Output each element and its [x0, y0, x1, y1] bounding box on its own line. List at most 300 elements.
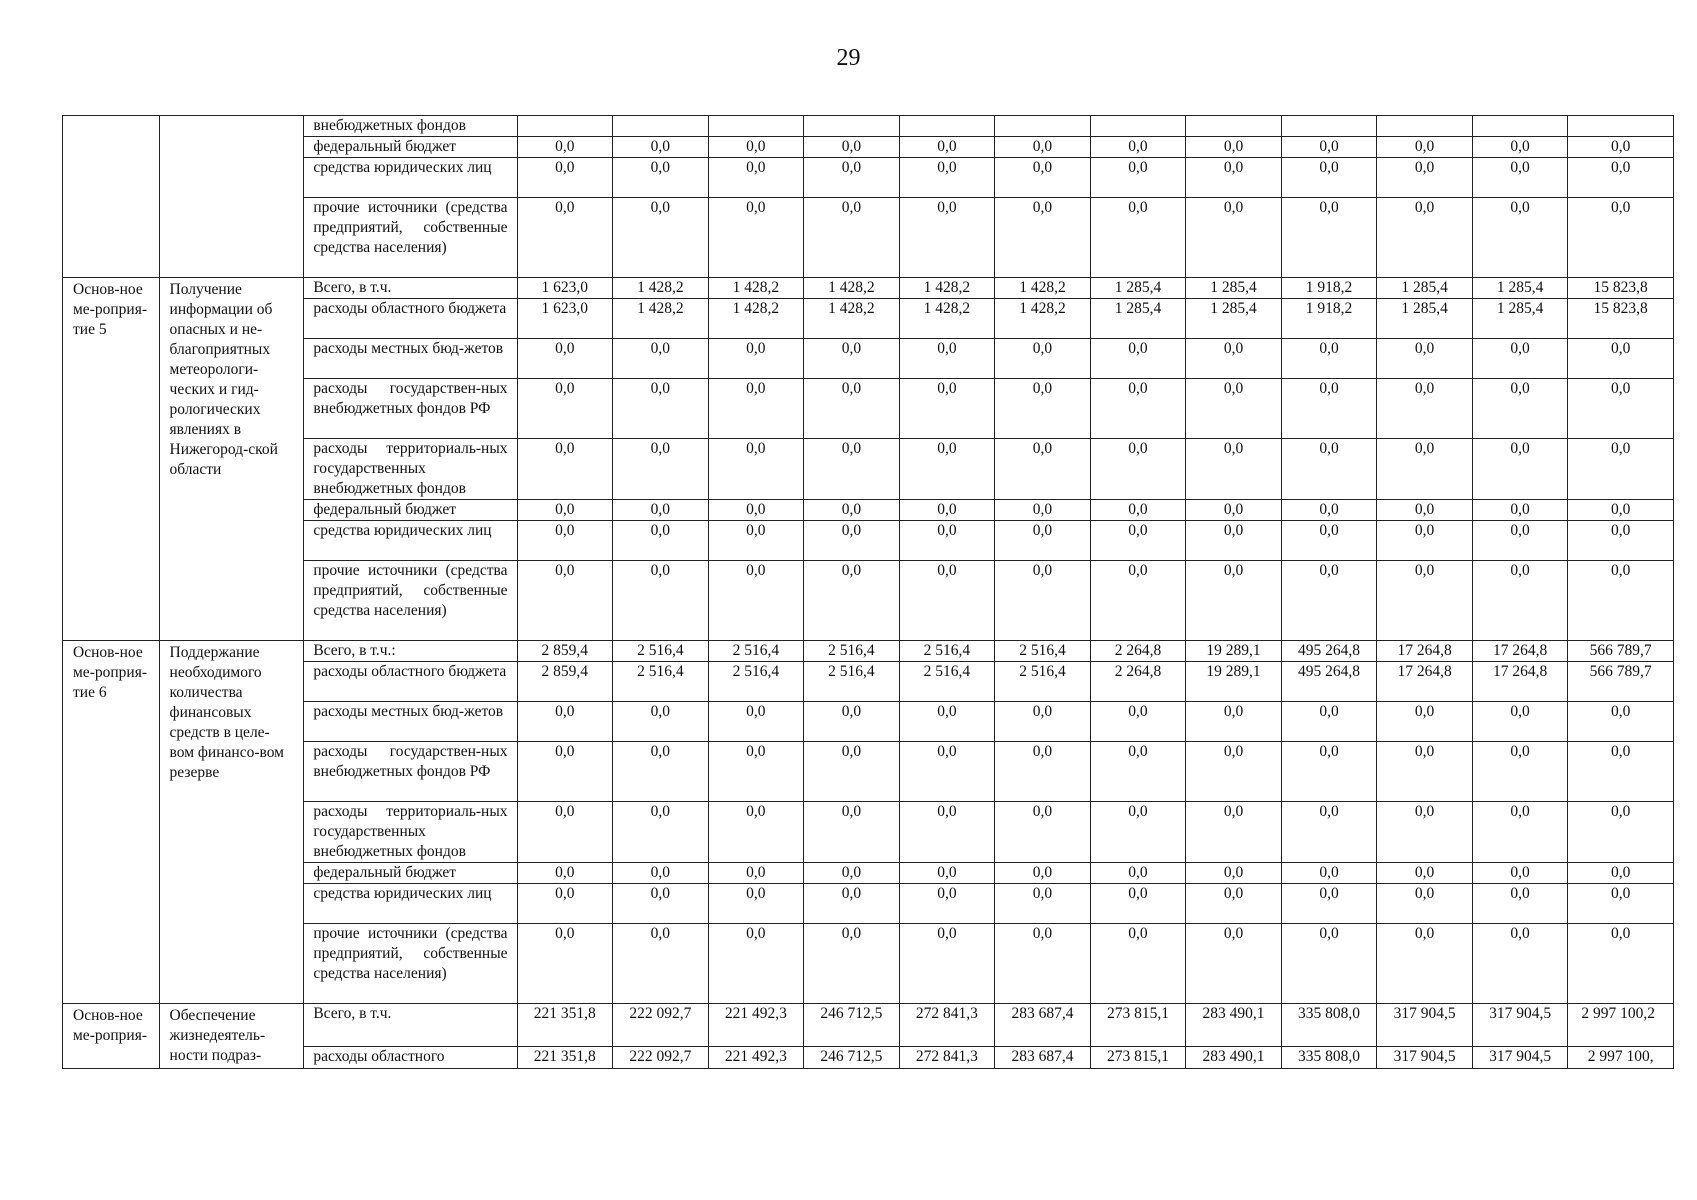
value-cell: 0,0: [1377, 500, 1473, 521]
value-cell: 0,0: [1377, 884, 1473, 924]
value-cell: 0,0: [1090, 884, 1186, 924]
funding-source-cell: расходы государствен-ных внебюджетных фондов РФ: [304, 742, 517, 802]
value-cell: 0,0: [1472, 339, 1568, 379]
value-cell: 0,0: [613, 198, 709, 278]
value-cell: 0,0: [899, 339, 995, 379]
value-cell: 0,0: [1568, 379, 1674, 439]
value-cell: 0,0: [1568, 884, 1674, 924]
funding-source-cell: федеральный бюджет: [304, 137, 517, 158]
value-cell: 317 904,5: [1472, 1046, 1568, 1068]
value-cell: 0,0: [708, 158, 804, 198]
value-cell: 1 428,2: [613, 278, 709, 299]
value-cell: 0,0: [995, 702, 1091, 742]
value-cell: 273 815,1: [1090, 1004, 1186, 1047]
value-cell: 0,0: [1186, 339, 1282, 379]
value-cell: 0,0: [708, 863, 804, 884]
value-cell: [1186, 116, 1282, 137]
value-cell: 0,0: [995, 924, 1091, 1004]
value-cell: 0,0: [899, 742, 995, 802]
value-cell: 495 264,8: [1281, 641, 1377, 662]
value-cell: 0,0: [1281, 924, 1377, 1004]
table-row: [63, 924, 1674, 1004]
value-cell: 0,0: [517, 521, 613, 561]
value-cell: 1 428,2: [899, 278, 995, 299]
value-cell: 221 351,8: [517, 1046, 613, 1068]
value-cell: 0,0: [1186, 924, 1282, 1004]
value-cell: 0,0: [1186, 521, 1282, 561]
table-row: [63, 116, 1674, 137]
table-row: [63, 158, 1674, 198]
value-cell: 0,0: [1472, 439, 1568, 500]
value-cell: 17 264,8: [1377, 641, 1473, 662]
value-cell: 495 264,8: [1281, 662, 1377, 702]
funding-source-cell: расходы территориаль-ных государственных внебюджетных фондов: [304, 439, 517, 500]
value-cell: 0,0: [517, 500, 613, 521]
value-cell: 19 289,1: [1186, 662, 1282, 702]
value-cell: 0,0: [1472, 500, 1568, 521]
value-cell: 0,0: [1472, 863, 1568, 884]
value-cell: 1 285,4: [1186, 278, 1282, 299]
value-cell: 1 428,2: [708, 278, 804, 299]
value-cell: 0,0: [613, 884, 709, 924]
value-cell: 0,0: [1186, 158, 1282, 198]
value-cell: 0,0: [995, 439, 1091, 500]
value-cell: 0,0: [1568, 500, 1674, 521]
value-cell: 0,0: [517, 439, 613, 500]
funding-source-cell: Всего, в т.ч.: [304, 278, 517, 299]
table-row: [63, 561, 1674, 641]
value-cell: 283 490,1: [1186, 1004, 1282, 1047]
value-cell: [995, 116, 1091, 137]
value-cell: 317 904,5: [1472, 1004, 1568, 1047]
activity-name-cell: Поддержание необходимого количества финансовых средств в целе-вом финансо-вом резерве: [159, 641, 304, 1004]
funding-source-cell: средства юридических лиц: [304, 158, 517, 198]
value-cell: 0,0: [1186, 198, 1282, 278]
value-cell: 0,0: [1186, 802, 1282, 863]
value-cell: 0,0: [1186, 137, 1282, 158]
value-cell: 0,0: [708, 924, 804, 1004]
value-cell: 0,0: [1568, 339, 1674, 379]
value-cell: 0,0: [613, 702, 709, 742]
value-cell: 0,0: [804, 561, 900, 641]
value-cell: 0,0: [899, 521, 995, 561]
value-cell: 0,0: [1186, 702, 1282, 742]
value-cell: [1281, 116, 1377, 137]
table-row: [63, 742, 1674, 802]
value-cell: 0,0: [804, 137, 900, 158]
page-number: 29: [836, 45, 861, 71]
value-cell: 0,0: [708, 500, 804, 521]
value-cell: 0,0: [708, 702, 804, 742]
value-cell: 0,0: [517, 158, 613, 198]
value-cell: 2 997 100,2: [1568, 1004, 1674, 1047]
value-cell: 0,0: [995, 137, 1091, 158]
value-cell: 317 904,5: [1377, 1046, 1473, 1068]
value-cell: 221 492,3: [708, 1046, 804, 1068]
activity-cell: Основ-ное ме-роприя-тие 6: [63, 641, 160, 1004]
value-cell: 0,0: [1281, 742, 1377, 802]
value-cell: 17 264,8: [1472, 662, 1568, 702]
value-cell: 0,0: [804, 742, 900, 802]
value-cell: 1 623,0: [517, 299, 613, 339]
value-cell: 0,0: [517, 884, 613, 924]
value-cell: 0,0: [1472, 521, 1568, 561]
value-cell: 0,0: [517, 137, 613, 158]
value-cell: 222 092,7: [613, 1046, 709, 1068]
value-cell: 0,0: [613, 742, 709, 802]
funding-source-cell: расходы территориаль-ных государственных внебюджетных фондов: [304, 802, 517, 863]
table-row: [63, 299, 1674, 339]
value-cell: 0,0: [804, 863, 900, 884]
value-cell: 1 428,2: [899, 299, 995, 339]
value-cell: 0,0: [1281, 521, 1377, 561]
value-cell: 0,0: [1472, 198, 1568, 278]
value-cell: 1 428,2: [613, 299, 709, 339]
value-cell: [1568, 116, 1674, 137]
value-cell: 317 904,5: [1377, 1004, 1473, 1047]
value-cell: 0,0: [1377, 863, 1473, 884]
table-row: [63, 521, 1674, 561]
value-cell: 0,0: [1377, 521, 1473, 561]
value-cell: 0,0: [1568, 863, 1674, 884]
value-cell: [1377, 116, 1473, 137]
value-cell: 0,0: [1090, 742, 1186, 802]
table-row: [63, 339, 1674, 379]
value-cell: [708, 116, 804, 137]
value-cell: 2 516,4: [708, 662, 804, 702]
value-cell: 2 516,4: [995, 662, 1091, 702]
value-cell: 0,0: [1377, 561, 1473, 641]
value-cell: 0,0: [1377, 137, 1473, 158]
table-row: [63, 1046, 1674, 1068]
value-cell: 0,0: [1090, 339, 1186, 379]
value-cell: 0,0: [995, 802, 1091, 863]
value-cell: 1 428,2: [708, 299, 804, 339]
value-cell: 0,0: [708, 137, 804, 158]
value-cell: 0,0: [1377, 379, 1473, 439]
value-cell: 0,0: [1090, 137, 1186, 158]
value-cell: 0,0: [804, 439, 900, 500]
value-cell: 0,0: [1377, 742, 1473, 802]
value-cell: 335 808,0: [1281, 1046, 1377, 1068]
value-cell: 0,0: [804, 379, 900, 439]
value-cell: 0,0: [899, 924, 995, 1004]
value-cell: 0,0: [708, 379, 804, 439]
value-cell: 2 516,4: [708, 641, 804, 662]
value-cell: 2 516,4: [995, 641, 1091, 662]
value-cell: 0,0: [804, 500, 900, 521]
value-cell: 0,0: [1568, 198, 1674, 278]
value-cell: 2 516,4: [613, 641, 709, 662]
activity-name-cell: [159, 116, 304, 278]
activity-cell: Основ-ное ме-роприя-: [63, 1004, 160, 1069]
funding-source-cell: федеральный бюджет: [304, 500, 517, 521]
value-cell: 0,0: [1377, 439, 1473, 500]
value-cell: 1 428,2: [995, 278, 1091, 299]
value-cell: 0,0: [708, 561, 804, 641]
funding-source-cell: прочие источники (средства предприятий, собственные средства населения): [304, 561, 517, 641]
value-cell: 1 918,2: [1281, 299, 1377, 339]
value-cell: 0,0: [613, 158, 709, 198]
value-cell: 0,0: [708, 339, 804, 379]
value-cell: 0,0: [517, 561, 613, 641]
value-cell: 15 823,8: [1568, 299, 1674, 339]
value-cell: 0,0: [708, 439, 804, 500]
value-cell: 2 859,4: [517, 662, 613, 702]
value-cell: 0,0: [804, 339, 900, 379]
funding-source-cell: средства юридических лиц: [304, 521, 517, 561]
value-cell: 15 823,8: [1568, 278, 1674, 299]
value-cell: 0,0: [899, 158, 995, 198]
value-cell: 0,0: [613, 924, 709, 1004]
value-cell: 1 623,0: [517, 278, 613, 299]
value-cell: 0,0: [804, 158, 900, 198]
value-cell: 0,0: [1377, 802, 1473, 863]
value-cell: 0,0: [1568, 802, 1674, 863]
value-cell: 2 516,4: [613, 662, 709, 702]
value-cell: 0,0: [1186, 884, 1282, 924]
funding-source-cell: расходы областного бюджета: [304, 662, 517, 702]
value-cell: 0,0: [1281, 439, 1377, 500]
value-cell: 0,0: [804, 884, 900, 924]
value-cell: 0,0: [517, 924, 613, 1004]
value-cell: 0,0: [613, 561, 709, 641]
value-cell: 0,0: [995, 561, 1091, 641]
table-row: [63, 662, 1674, 702]
funding-source-cell: расходы местных бюд-жетов: [304, 339, 517, 379]
funding-source-cell: Всего, в т.ч.: [304, 1004, 517, 1047]
value-cell: 566 789,7: [1568, 641, 1674, 662]
value-cell: 0,0: [1090, 802, 1186, 863]
value-cell: [1090, 116, 1186, 137]
value-cell: 246 712,5: [804, 1046, 900, 1068]
value-cell: 0,0: [1186, 561, 1282, 641]
value-cell: 2 516,4: [804, 662, 900, 702]
value-cell: [613, 116, 709, 137]
table-row: [63, 500, 1674, 521]
value-cell: 1 285,4: [1377, 278, 1473, 299]
value-cell: 0,0: [1377, 158, 1473, 198]
value-cell: 272 841,3: [899, 1046, 995, 1068]
value-cell: 2 859,4: [517, 641, 613, 662]
value-cell: 1 285,4: [1090, 278, 1186, 299]
value-cell: 0,0: [1090, 863, 1186, 884]
value-cell: 0,0: [1281, 339, 1377, 379]
value-cell: 0,0: [804, 802, 900, 863]
value-cell: 2 516,4: [899, 641, 995, 662]
value-cell: 0,0: [1472, 742, 1568, 802]
value-cell: 19 289,1: [1186, 641, 1282, 662]
activity-name-cell: Получение информации об опасных и не-благоприятных метеорологи-ческих и гид-рологических явлениях в Нижегород-ской области: [159, 278, 304, 641]
value-cell: 0,0: [1568, 742, 1674, 802]
value-cell: 0,0: [1472, 561, 1568, 641]
value-cell: 0,0: [1090, 198, 1186, 278]
value-cell: 0,0: [995, 521, 1091, 561]
value-cell: 0,0: [995, 500, 1091, 521]
value-cell: 0,0: [1281, 158, 1377, 198]
value-cell: 0,0: [1281, 561, 1377, 641]
value-cell: 2 264,8: [1090, 662, 1186, 702]
value-cell: 0,0: [804, 521, 900, 561]
value-cell: 0,0: [1568, 561, 1674, 641]
value-cell: 1 285,4: [1186, 299, 1282, 339]
value-cell: 0,0: [1090, 702, 1186, 742]
table-row: [63, 278, 1674, 299]
value-cell: 0,0: [1186, 439, 1282, 500]
funding-source-cell: Всего, в т.ч.:: [304, 641, 517, 662]
value-cell: 0,0: [995, 863, 1091, 884]
value-cell: 0,0: [899, 702, 995, 742]
value-cell: 0,0: [1568, 158, 1674, 198]
table-row: [63, 379, 1674, 439]
funding-source-cell: расходы областного бюджета: [304, 299, 517, 339]
value-cell: 0,0: [899, 863, 995, 884]
value-cell: 0,0: [995, 379, 1091, 439]
funding-source-cell: федеральный бюджет: [304, 863, 517, 884]
table-row: [63, 863, 1674, 884]
value-cell: 0,0: [995, 884, 1091, 924]
value-cell: 0,0: [804, 702, 900, 742]
value-cell: 0,0: [1281, 702, 1377, 742]
value-cell: 0,0: [517, 379, 613, 439]
value-cell: 0,0: [1186, 500, 1282, 521]
value-cell: 0,0: [1472, 802, 1568, 863]
value-cell: 0,0: [1090, 561, 1186, 641]
value-cell: 1 428,2: [995, 299, 1091, 339]
value-cell: 0,0: [995, 742, 1091, 802]
value-cell: 0,0: [1090, 500, 1186, 521]
value-cell: 0,0: [1377, 198, 1473, 278]
value-cell: 0,0: [613, 379, 709, 439]
value-cell: 0,0: [995, 158, 1091, 198]
value-cell: 0,0: [804, 198, 900, 278]
value-cell: 273 815,1: [1090, 1046, 1186, 1068]
value-cell: 0,0: [517, 742, 613, 802]
value-cell: 0,0: [1281, 379, 1377, 439]
budget-table: [62, 115, 1674, 1069]
value-cell: 0,0: [995, 339, 1091, 379]
activity-cell: [63, 116, 160, 278]
value-cell: 0,0: [899, 439, 995, 500]
value-cell: 0,0: [1090, 924, 1186, 1004]
value-cell: 0,0: [1472, 379, 1568, 439]
value-cell: 0,0: [613, 137, 709, 158]
value-cell: 2 516,4: [804, 641, 900, 662]
value-cell: 0,0: [1568, 924, 1674, 1004]
value-cell: 0,0: [613, 339, 709, 379]
value-cell: 1 285,4: [1472, 278, 1568, 299]
value-cell: 0,0: [613, 521, 709, 561]
table-row: [63, 802, 1674, 863]
activity-cell: Основ-ное ме-роприя-тие 5: [63, 278, 160, 641]
funding-source-cell: расходы государствен-ных внебюджетных фондов РФ: [304, 379, 517, 439]
value-cell: 0,0: [1281, 802, 1377, 863]
value-cell: 0,0: [708, 884, 804, 924]
value-cell: 0,0: [1186, 379, 1282, 439]
table-body: [63, 116, 1674, 1069]
value-cell: 0,0: [708, 198, 804, 278]
value-cell: 246 712,5: [804, 1004, 900, 1047]
value-cell: [1472, 116, 1568, 137]
value-cell: 0,0: [899, 802, 995, 863]
value-cell: 0,0: [1568, 702, 1674, 742]
funding-source-cell: прочие источники (средства предприятий, собственные средства населения): [304, 198, 517, 278]
funding-source-cell: расходы областного: [304, 1046, 517, 1068]
table-row: [63, 1004, 1674, 1047]
value-cell: 272 841,3: [899, 1004, 995, 1047]
value-cell: 1 918,2: [1281, 278, 1377, 299]
value-cell: 283 490,1: [1186, 1046, 1282, 1068]
value-cell: 221 492,3: [708, 1004, 804, 1047]
table-row: [63, 137, 1674, 158]
value-cell: 0,0: [899, 561, 995, 641]
value-cell: 0,0: [899, 500, 995, 521]
table-row: [63, 198, 1674, 278]
value-cell: [899, 116, 995, 137]
value-cell: 0,0: [708, 802, 804, 863]
value-cell: 0,0: [613, 439, 709, 500]
value-cell: [517, 116, 613, 137]
value-cell: 0,0: [804, 924, 900, 1004]
activity-name-cell: Обеспечение жизнедеятель-ности подраз-: [159, 1004, 304, 1069]
value-cell: 0,0: [1186, 742, 1282, 802]
value-cell: 1 285,4: [1377, 299, 1473, 339]
value-cell: 0,0: [1472, 702, 1568, 742]
value-cell: 0,0: [1568, 521, 1674, 561]
value-cell: 221 351,8: [517, 1004, 613, 1047]
value-cell: 0,0: [1090, 379, 1186, 439]
value-cell: [804, 116, 900, 137]
value-cell: 2 997 100,: [1568, 1046, 1674, 1068]
value-cell: 0,0: [517, 198, 613, 278]
value-cell: 0,0: [995, 198, 1091, 278]
value-cell: 2 516,4: [899, 662, 995, 702]
value-cell: 0,0: [1090, 439, 1186, 500]
value-cell: 17 264,8: [1377, 662, 1473, 702]
value-cell: 1 428,2: [804, 299, 900, 339]
value-cell: 0,0: [1281, 137, 1377, 158]
value-cell: 0,0: [1377, 339, 1473, 379]
funding-source-cell: внебюджетных фондов: [304, 116, 517, 137]
value-cell: 283 687,4: [995, 1046, 1091, 1068]
funding-source-cell: средства юридических лиц: [304, 884, 517, 924]
value-cell: 1 428,2: [804, 278, 900, 299]
value-cell: 0,0: [613, 500, 709, 521]
value-cell: 17 264,8: [1472, 641, 1568, 662]
value-cell: 0,0: [517, 863, 613, 884]
value-cell: 0,0: [613, 802, 709, 863]
value-cell: 0,0: [1472, 924, 1568, 1004]
value-cell: 0,0: [1090, 521, 1186, 561]
table-row: [63, 884, 1674, 924]
value-cell: 0,0: [1568, 137, 1674, 158]
value-cell: 1 285,4: [1472, 299, 1568, 339]
value-cell: 0,0: [1281, 884, 1377, 924]
table-row: [63, 641, 1674, 662]
value-cell: 0,0: [1377, 702, 1473, 742]
value-cell: 0,0: [708, 521, 804, 561]
value-cell: 0,0: [899, 379, 995, 439]
value-cell: 0,0: [708, 742, 804, 802]
value-cell: 0,0: [899, 198, 995, 278]
funding-source-cell: расходы местных бюд-жетов: [304, 702, 517, 742]
value-cell: 0,0: [1281, 198, 1377, 278]
value-cell: 0,0: [899, 884, 995, 924]
value-cell: 283 687,4: [995, 1004, 1091, 1047]
value-cell: 1 285,4: [1090, 299, 1186, 339]
value-cell: 0,0: [1281, 863, 1377, 884]
value-cell: 0,0: [1472, 137, 1568, 158]
